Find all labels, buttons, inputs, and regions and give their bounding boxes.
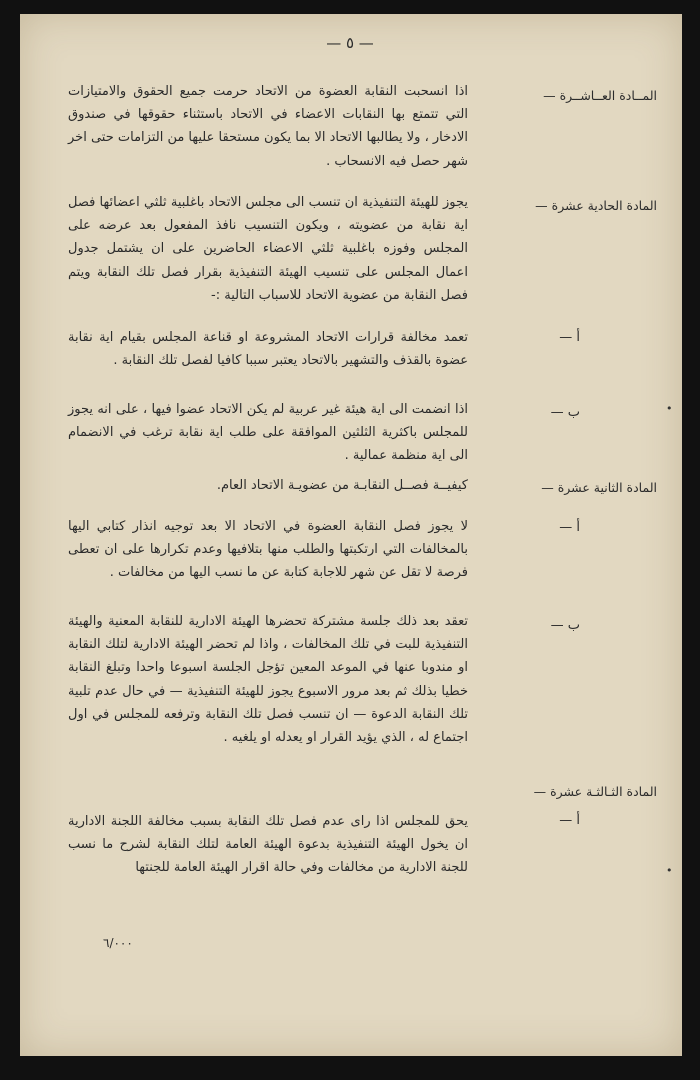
page-number: — ٥ — <box>326 34 374 52</box>
article-13-clause-a-marker: أ — <box>559 813 580 828</box>
article-10-label: المــادة العــاشــرة — <box>543 88 657 103</box>
article-12-clause-b-text: تعقد بعد ذلك جلسة مشتركة تحضرها الهيئة الادارية للنقابة المعنية والهيئة التنفيذية للبت في تلك المخالفات ، واذا لم تحضر الهيئة الادارية لتلك النقابة او مندوبا عنها في الموعد المعين تؤجل الجلسة اسبوعا واحدا وتبلغ النقابة خطيا بذلك ثم بعد مرور الاسبوع يجوز للهيئة التنفيذية — في حال عدم تلبية تلك النقابة الدعوة — ان تنسب فصل تلك النقابة وترفعه للمجلس في اول اجتماع له ، الذي يؤيد القرار او يعدله او يلغيه . <box>68 614 468 746</box>
article-12-clause-a-marker: أ — <box>559 520 580 535</box>
punch-mark: • <box>666 402 673 415</box>
article-12-label: المادة الثانية عشرة — <box>541 480 657 495</box>
article-11-clause-b-text: اذا انضمت الى اية هيئة غير عربية لم يكن الاتحاد عضوا فيها ، على انه يجوز للمجلس باكثرية الثلثين الموافقة على طلب اية نقابة ترغب في الانضمام الى اية منظمة عمالية . <box>68 402 468 464</box>
article-11-label: المادة الحادية عشرة — <box>535 198 657 213</box>
article-11-text: يجوز للهيئة التنفيذية ان تنسب الى مجلس الاتحاد باغلبية ثلثي اعضائها فصل اية نقابة من عضويته ، ويكون التنسيب نافذ المفعول بعد عرضه على المجلس وفوزه باغلبية ثلثي الاعضاء الحاضرين على ان يشتمل جدول اعمال المجلس على تنسيب الهيئة التنفيذية بقرار فصل تلك النقابة ويتم فصل النقابة من عضوية الاتحاد للاسباب التالية :- <box>68 195 468 303</box>
article-13-clause-a-text: يحق للمجلس اذا راى عدم فصل تلك النقابة بسبب مخالفة اللجنة الادارية ان يخول الهيئة التنفيذية بدعوة الهيئة العامة لتلك النقابة لشرح ما نسب للجنة الادارية من مخالفات وفي حالة اقرار الهيئة العامة للجنتها <box>68 814 468 876</box>
article-10-text: اذا انسحبت النقابة العضوة من الاتحاد حرمت جميع الحقوق والامتيازات التي تتمتع بها النقابات الاعضاء في الاتحاد باستثناء حقوقها في صندوق الادخار ، ولا يطالبها الاتحاد الا بما يكون مستحقا عليها من التزامات حتى اخر شهر حصل فيه الانسحاب . <box>67 84 468 169</box>
article-11-clause-b-marker: ب — <box>550 405 580 420</box>
article-11-clause-a-marker: أ — <box>559 330 580 345</box>
footer-number: ٦/٠٠٠ <box>103 936 133 950</box>
article-13-label: المادة الثـالثـة عشرة — <box>533 784 657 799</box>
article-12-clause-a-text: لا يجوز فصل النقابة العضوة في الاتحاد الا بعد توجيه انذار كتابي اليها بالمخالفات التي ارتكبتها والطلب منها بتلافيها وعدم تكرارها على ان تعطى فرصة لا تقل عن شهر للاجابة كتابة عن ما نسب اليها من مخالفات . <box>68 519 468 581</box>
article-12-clause-b-marker: ب — <box>550 618 580 633</box>
article-12-heading: كيفيــة فصــل النقابـة من عضويـة الاتحاد العام. <box>216 478 468 493</box>
punch-mark: • <box>666 864 673 877</box>
article-11-clause-a-text: تعمد مخالفة قرارات الاتحاد المشروعة او قناعة المجلس بقيام اية نقابة عضوة بالقذف والتشهير بالاتحاد يعتبر سببا كافيا لفصل تلك النقابة . <box>68 330 468 369</box>
